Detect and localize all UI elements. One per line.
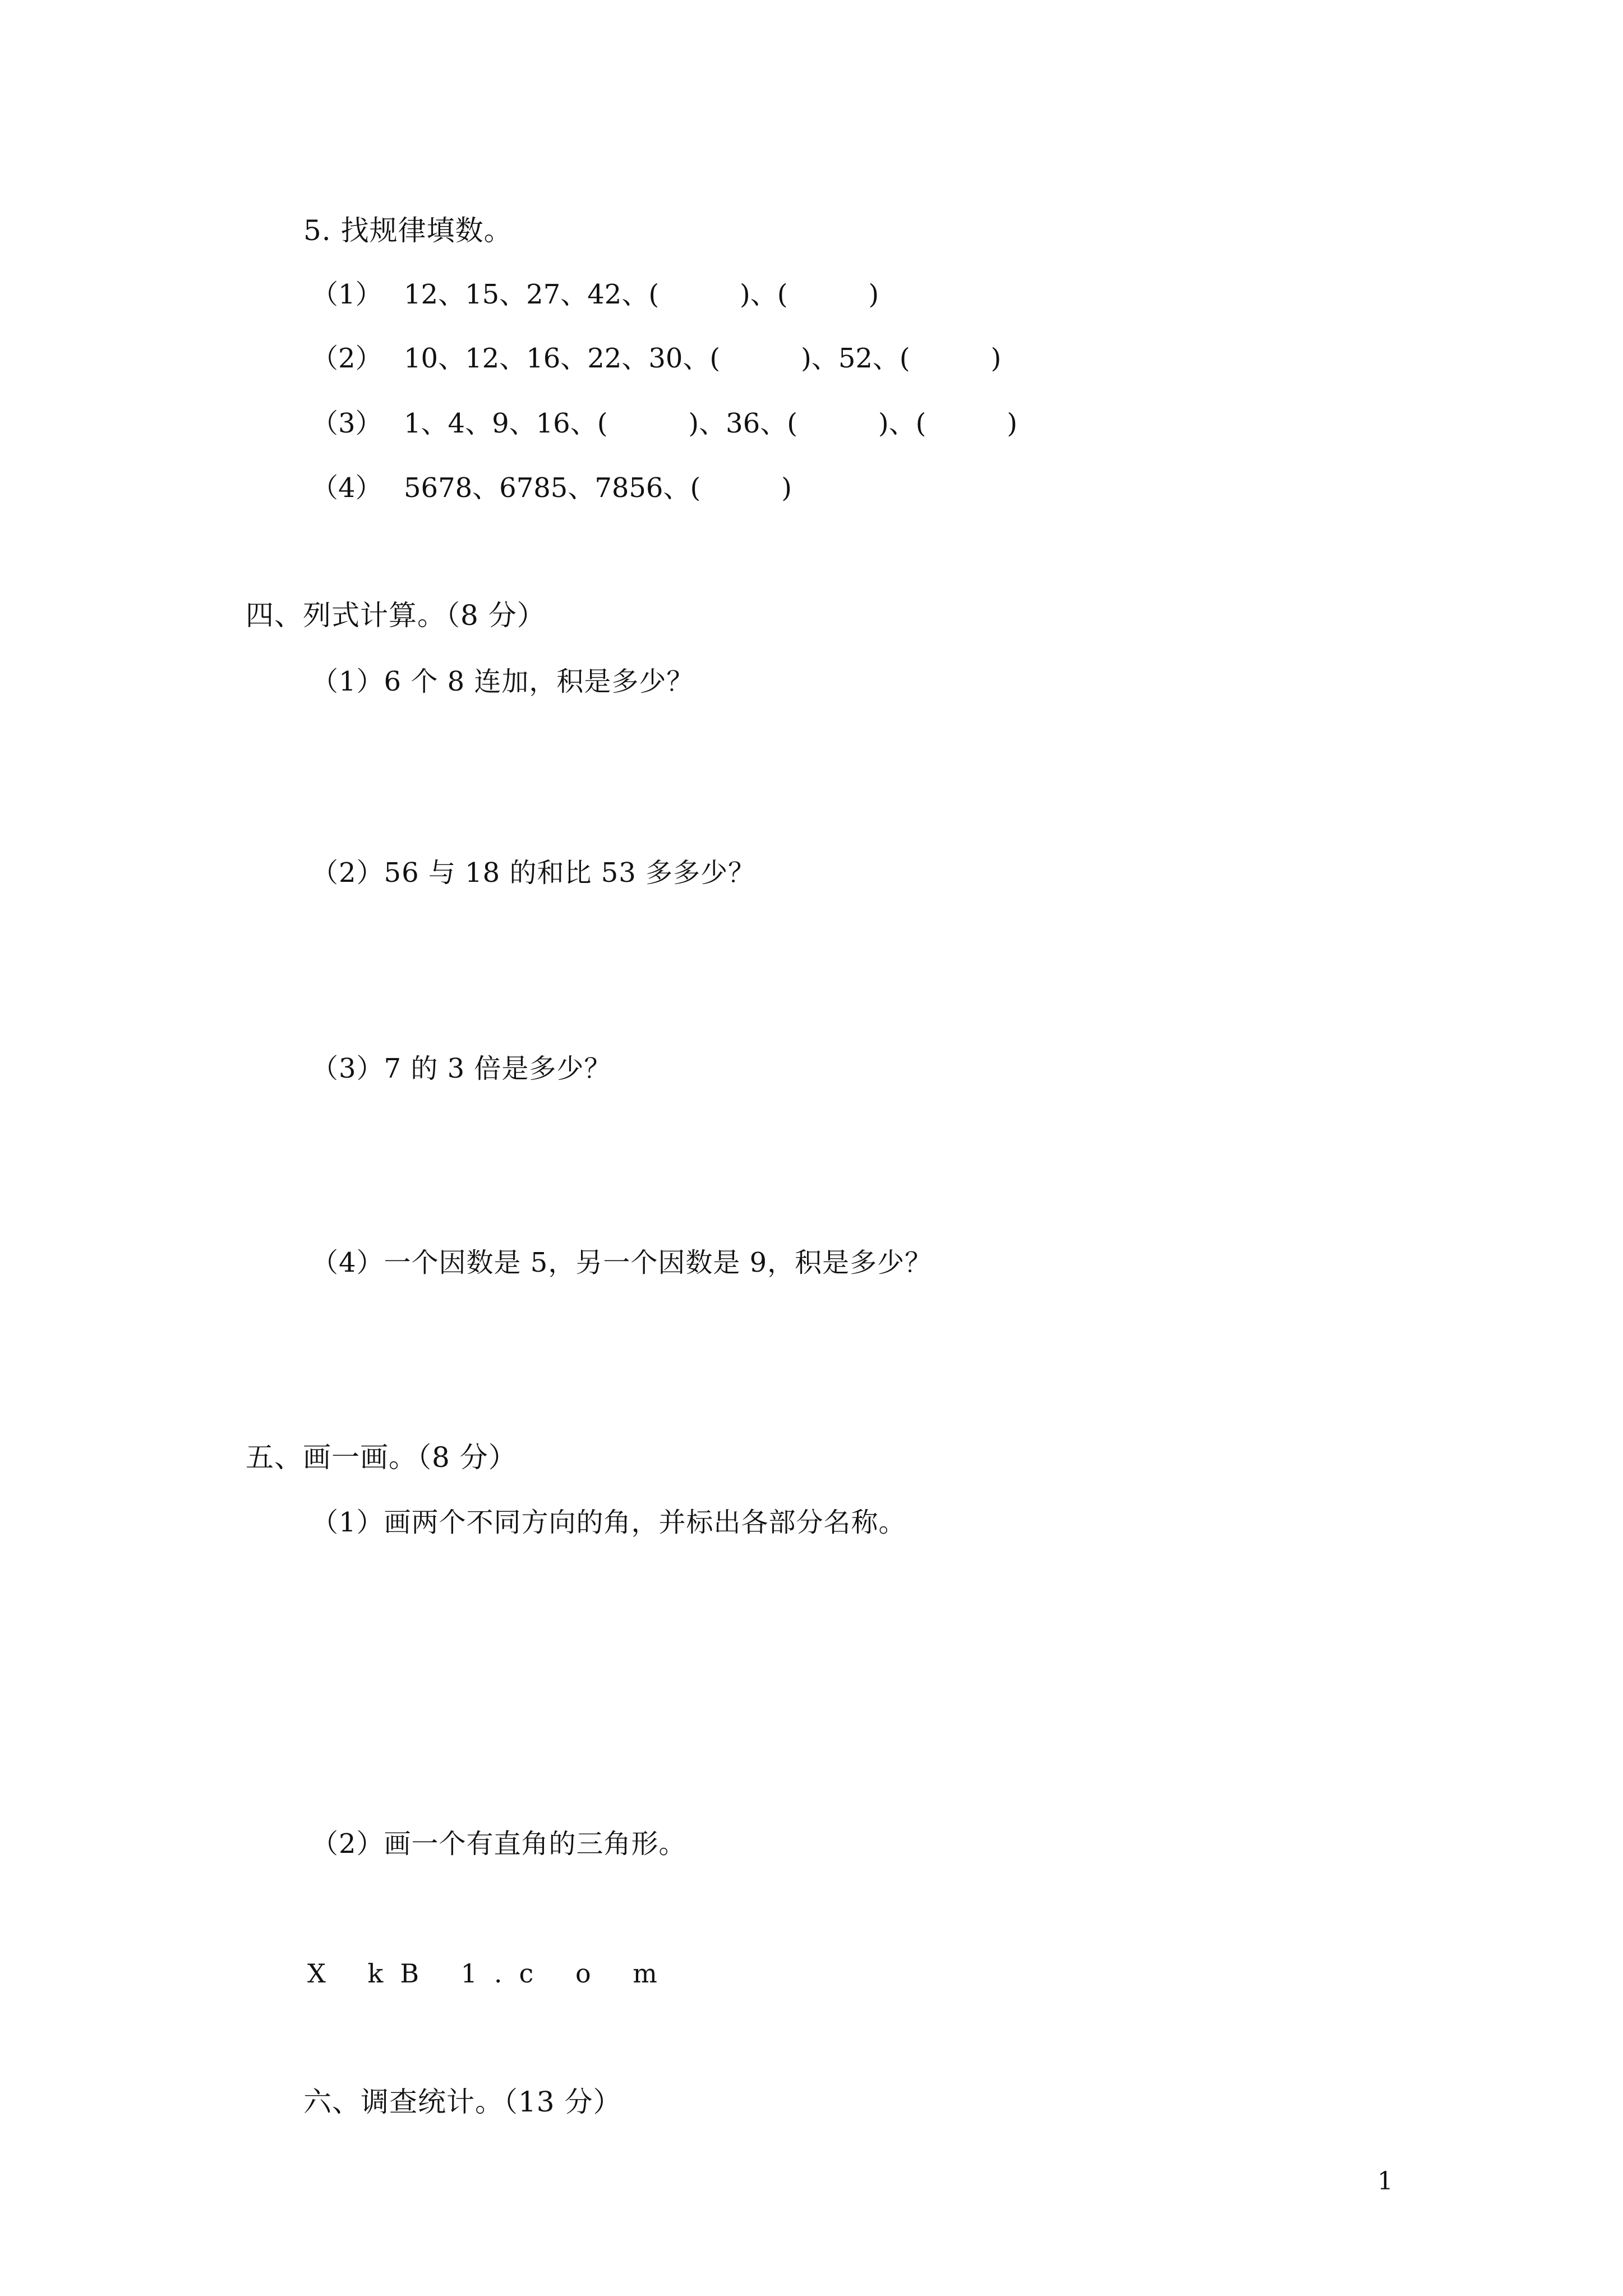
sequence-2-expression: 10、12、16、22、30、( )、52、( ) bbox=[404, 343, 1002, 374]
calc-question-2: （2）56 与 18 的和比 53 多多少？ bbox=[311, 857, 756, 889]
calc-question-1: （1）6 个 8 连加，积是多少？ bbox=[311, 666, 694, 697]
calc-question-4: （4）一个因数是 5，另一个因数是 9，积是多少？ bbox=[311, 1247, 933, 1278]
sequence-4-expression: 5678、6785、7856、( ) bbox=[404, 472, 792, 504]
section-four-title: 四、列式计算。（8 分） bbox=[246, 599, 546, 632]
sequence-1-expression: 12、15、27、42、( )、( ) bbox=[404, 279, 879, 310]
sequence-3-expression: 1、4、9、16、( )、36、( )、( ) bbox=[404, 408, 1018, 439]
section-six-title: 六、调查统计。（13 分） bbox=[303, 2086, 622, 2118]
sequence-2-label: （2） bbox=[311, 343, 382, 374]
calc-question-3: （3）7 的 3 倍是多少？ bbox=[311, 1053, 612, 1084]
sequence-1-label: （1） bbox=[311, 279, 382, 310]
section-five-title: 五、画一画。（8 分） bbox=[246, 1441, 517, 1474]
sequence-3-label: （3） bbox=[311, 408, 382, 439]
draw-question-1: （1）画两个不同方向的角，并标出各部分名称。 bbox=[311, 1507, 906, 1538]
page-number: 1 bbox=[1377, 2167, 1393, 2196]
sequence-4-label: （4） bbox=[311, 472, 382, 504]
section-5-title: 5. 找规律填数。 bbox=[303, 214, 513, 247]
draw-question-2: （2）画一个有直角的三角形。 bbox=[311, 1828, 686, 1860]
watermark-text: X kB 1.c o m bbox=[307, 1958, 674, 1989]
